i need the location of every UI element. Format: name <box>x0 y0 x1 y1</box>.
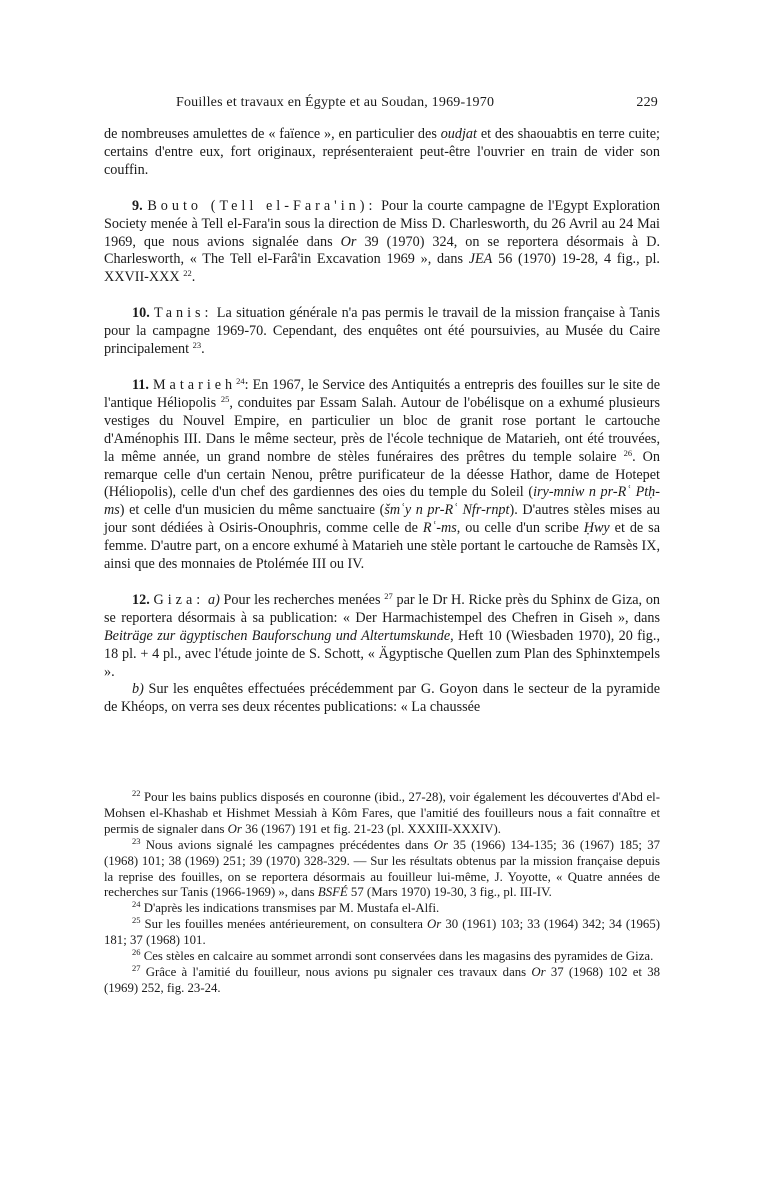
running-title: Fouilles et travaux en Égypte et au Soudan, 1969-1970 <box>176 95 495 110</box>
page-number: 229 <box>636 95 658 110</box>
footnote-ref: 22 <box>183 268 192 279</box>
section-number: 9. <box>132 197 143 214</box>
text-run: Nous avions signalé les campagnes précédentes dans <box>140 837 434 852</box>
text-run: Pour la courte campagne de l'Egypt Exploration Society menée à Tell el-Fara'in sous la direction de Miss D. Charlesworth, du 26 Avril au 24 Mai 1969, que nous avions signalée dans <box>104 197 660 250</box>
item-label: a) <box>207 591 220 608</box>
footnote-number: 22 <box>132 788 141 798</box>
text-run: D'après les indications transmises par M. Mustafa el-Alfi. <box>140 901 440 916</box>
footnote-number: 25 <box>132 915 141 926</box>
text-run: Sur les enquêtes effectuées précédemment par G. Goyon dans le secteur de la pyramide de Khéops, on verra ses deux récentes publications: « La chaussée <box>104 681 660 716</box>
footnote-ref: 24 <box>236 375 245 386</box>
text-run: 30 (1961) 103; 33 (1964) 342; 34 (1965) 181; 37 (1968) 101. <box>104 917 660 948</box>
text-run: Pour les bains publics disposés en couronne (ibid., 27-28), voir également les découvertes d'Abd el-Mohsen el-Khashab et Hishmet Messiah à Kôm Fares, que l'amitié des fouilleurs nous a fait connaître et permis de signaler dans <box>104 790 660 836</box>
site-heading: Giza: <box>153 591 205 608</box>
intro-paragraph <box>104 126 660 180</box>
journal-abbrev: Or <box>340 233 357 250</box>
footnote-24 <box>104 901 660 917</box>
text-run: La situation générale n'a pas permis le travail de la mission française à Tanis pour la campagne 1969-70. Cependant, des enquêtes ont été poursuivies, au Musée du Caire principalement <box>104 305 660 358</box>
journal-abbrev: Or <box>531 964 546 979</box>
text-run: ). D'autres stèles mises au jour sont dédiées à Osiris-Onouphris, comme celle de <box>104 502 660 537</box>
footnote-number: 26 <box>132 947 141 958</box>
text-run: 37 (1968) 102 et 38 (1969) 252, fig. 23-24. <box>104 964 661 995</box>
transliteration: Rʿ-ms <box>422 520 457 537</box>
footnote-22 <box>104 790 660 838</box>
text-run: Grâce à l'amitié du fouilleur, nous avions pu signaler ces travaux dans <box>140 964 532 979</box>
site-heading: Bouto (Tell el-Fara'in): <box>147 197 377 214</box>
text-run: , ou celle d'un scribe <box>456 520 584 537</box>
footnote-26 <box>104 949 660 965</box>
text-run: 56 (1970) 19-28, 4 fig., pl. XXVII-XXX <box>104 251 660 286</box>
text-run: 57 (Mars 1970) 19-30, 3 fig., pl. III-IV. <box>347 885 552 900</box>
text-run: Ces stèles en calcaire au sommet arrondi sont conservées dans les magasins des pyramides de Giza. <box>140 949 654 964</box>
italic-term: oudjat <box>440 126 477 142</box>
section-12-item-b <box>104 681 660 717</box>
journal-abbrev: JEA <box>468 251 493 268</box>
text-run: 35 (1966) 134-135; 36 (1967) 185; 37 (1968) 101; 38 (1969) 251; 39 (1970) 328-329. — Sur les résultats obtenus par la mission française depuis la reprise des fouilles, on se reportera désormais au fouilleur lui-même, J. Yoyotte, « Quatre années de recherches sur Tanis (1966-1969) », dans <box>104 837 660 900</box>
journal-abbrev: Or <box>433 837 448 852</box>
text-run: 39 (1970) 324, on se reportera désormais à D. Charlesworth, « The Tell el-Farâ'in Excavation 1969 », dans <box>104 233 660 268</box>
text-run: Sur les fouilles menées antérieurement, on consultera <box>140 917 428 932</box>
text-run: par le Dr H. Ricke près du Sphinx de Giza, on se reportera désormais à sa publication: « Der Harmachistempel des Chefren in Giseh », dans <box>104 591 661 626</box>
section-number: 11. <box>132 376 149 393</box>
footnote-ref: 23 <box>192 340 202 351</box>
site-heading: Matarieh <box>152 376 237 393</box>
text-run: : En 1967, le Service des Antiquités a entrepris des fouilles sur le site de l'antique Héliopolis <box>104 376 661 411</box>
text-run: Pour les recherches menées <box>219 591 385 608</box>
footnote-ref: 25 <box>220 393 230 404</box>
transliteration: šmʿy n pr-Rʿ Nfr-rnpt <box>384 502 510 519</box>
text-run: 36 (1967) 191 et fig. 21-23 (pl. XXXIII-XXXIV). <box>241 821 501 836</box>
site-heading: Tanis: <box>154 305 213 322</box>
section-10-tanis <box>104 305 660 359</box>
footnote-ref: 27 <box>384 590 393 601</box>
text-run: , Heft 10 (Wiesbaden 1970), 20 fig., 18 pl. + 4 pl., avec l'étude jointe de S. Schott, « Ägyptische Quellen zum Plan des Sphinxtempels ». <box>104 627 660 680</box>
footnote-25 <box>104 917 660 949</box>
text-run: , conduites par Essam Salah. Autour de l'obélisque on a exhumé plusieurs vestiges du Nouvel Empire, en particulier un bloc de granit rose portant le cartouche d'Aménophis III. Dans le même secteur, près de l'école technique de Matarieh, ont été trouvées, la même année, un grand nombre de stèles funéraires des prêtres du temple solaire <box>104 394 660 465</box>
footnote-ref: 26 <box>623 447 633 458</box>
series-title: Beiträge zur ägyptischen Bauforschung und Altertumskunde <box>104 627 451 644</box>
text-run: . On remarque celle d'un certain Nenou, prêtre purificateur de la déesse Hathor, dame de Hotepet (Héliopolis), celle d'un chef des gardiennes des oies du temple du Soleil ( <box>104 448 660 501</box>
journal-abbrev: Or <box>227 821 242 836</box>
footnote-number: 24 <box>132 899 141 910</box>
main-text <box>104 126 660 717</box>
journal-abbrev: Or <box>427 917 442 932</box>
text-run: et des shaouabtis en terre cuite; certains d'entre eux, fort originaux, représenteraient peut-être l'ouvrier en train de vider son couffin. <box>104 126 661 178</box>
journal-abbrev: BSFÉ <box>317 885 348 900</box>
section-9-bouto <box>104 198 660 288</box>
footnote-23 <box>104 835 660 902</box>
footnote-number: 23 <box>132 835 141 846</box>
text-run: ) et celle d'un musicien du même sanctuaire ( <box>119 502 385 519</box>
footnote-27 <box>104 962 661 997</box>
section-number: 10. <box>132 305 150 322</box>
section-12-giza <box>104 592 660 682</box>
item-label: b) <box>132 681 144 698</box>
transliteration: Ḥwy <box>583 520 610 537</box>
transliteration: iry-mniw n pr-Rʿ Ptḥ-ms <box>104 484 661 519</box>
footnote-number: 27 <box>132 962 141 973</box>
section-11-matarieh <box>104 377 660 574</box>
footnotes <box>104 790 660 997</box>
text-run: . <box>201 341 205 358</box>
text-run: et de sa femme. D'autre part, on a encore exhumé à Matarieh une stèle portant le cartouche de Ramsès IX, ainsi que des monnaies de Ptolémée III ou IV. <box>104 520 660 573</box>
text-run: de nombreuses amulettes de « faïence », en particulier des <box>104 126 441 142</box>
section-number: 12. <box>132 591 150 608</box>
text-run: . <box>191 269 196 286</box>
